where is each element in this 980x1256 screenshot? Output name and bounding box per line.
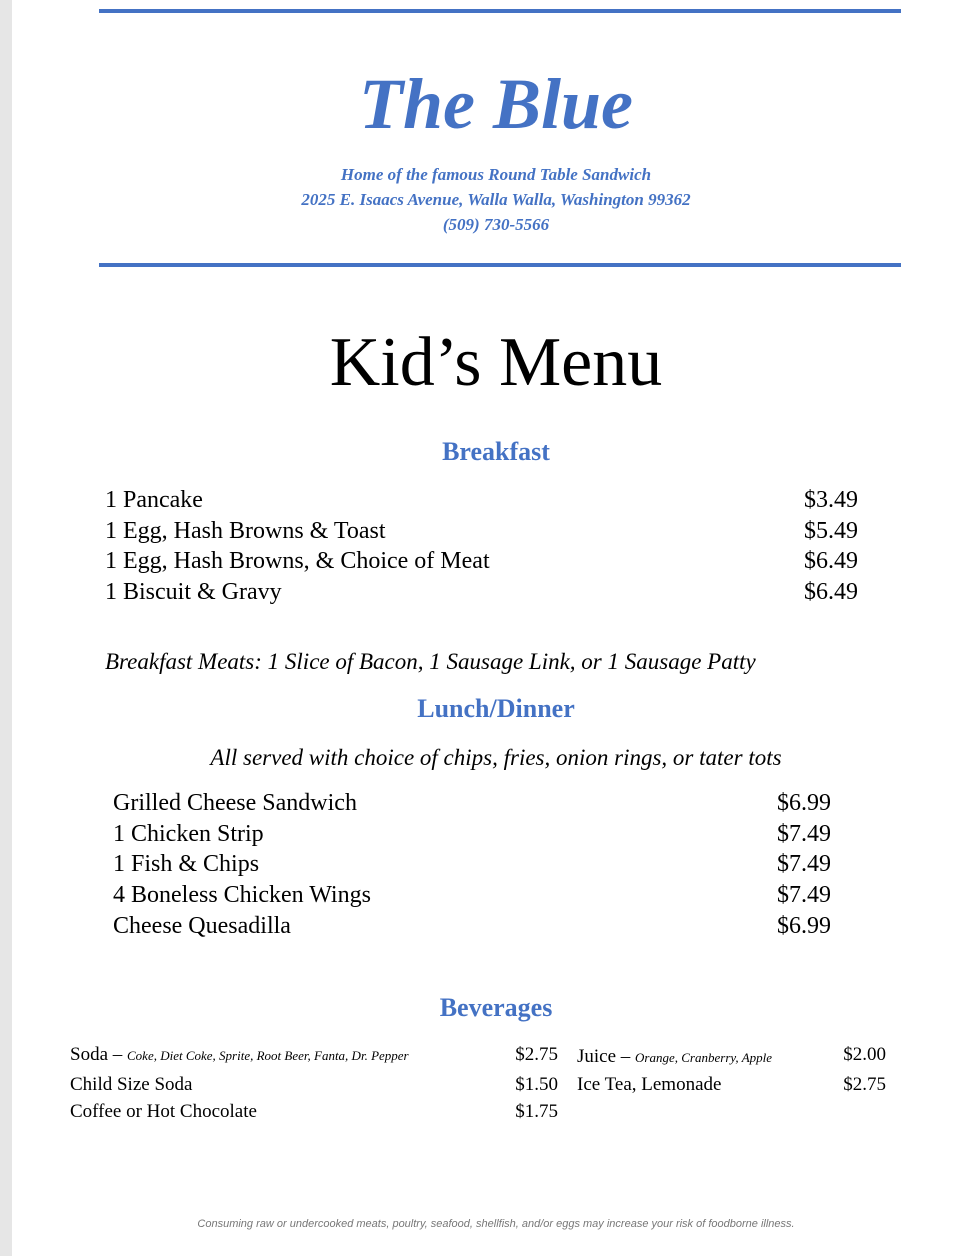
breakfast-items	[105, 485, 858, 608]
beverage-item-juice	[577, 1047, 772, 1066]
item-name: 1 Chicken Strip	[113, 820, 264, 847]
breakfast-heading: Breakfast	[442, 437, 550, 466]
beverage-price: $1.50	[515, 1074, 558, 1095]
beverage-price: $1.75	[515, 1101, 558, 1122]
list-item	[105, 516, 858, 547]
item-name: 1 Fish & Chips	[113, 851, 260, 878]
item-name: 1 Egg, Hash Browns, & Choice of Meat	[105, 548, 490, 575]
item-name: 1 Pancake	[105, 487, 203, 513]
list-item	[113, 911, 831, 942]
list-item	[113, 788, 831, 819]
item-price: $6.49	[804, 579, 858, 606]
beverage-name: Coffee or Hot Chocolate	[70, 1101, 257, 1122]
restaurant-name: The Blue	[358, 64, 633, 144]
item-price: $7.49	[777, 820, 831, 847]
list-item	[113, 849, 831, 880]
item-price: $3.49	[804, 487, 858, 513]
list-item	[105, 485, 858, 516]
beverage-item-child-soda	[70, 1075, 192, 1094]
lunch-dinner-items	[113, 788, 831, 941]
menu-title: Kid’s Menu	[329, 324, 663, 401]
restaurant-address: 2025 E. Isaacs Avenue, Walla Walla, Washington 99362	[301, 190, 691, 209]
beverages-heading: Beverages	[439, 993, 553, 1022]
item-price: $6.99	[777, 790, 831, 816]
item-name: Grilled Cheese Sandwich	[113, 790, 357, 816]
item-name: 1 Biscuit & Gravy	[105, 579, 282, 606]
beverage-detail: Orange, Cranberry, Apple	[635, 1050, 773, 1065]
breakfast-meats-note: Breakfast Meats: 1 Slice of Bacon, 1 Sausage Link, or 1 Sausage Patty	[105, 649, 756, 674]
beverage-price: $2.00	[843, 1044, 886, 1065]
restaurant-tagline: Home of the famous Round Table Sandwich	[340, 165, 652, 184]
item-price: $6.99	[777, 912, 831, 939]
item-price: $7.49	[777, 882, 831, 909]
beverage-price: $2.75	[843, 1074, 886, 1095]
header-bottom-rule	[99, 263, 901, 267]
menu-page	[12, 0, 980, 1256]
item-name: 4 Boneless Chicken Wings	[113, 882, 371, 909]
beverage-name: Ice Tea, Lemonade	[577, 1074, 722, 1095]
beverage-name: Child Size Soda	[70, 1074, 193, 1095]
lunch-dinner-sides-note: All served with choice of chips, fries, onion rings, or tater tots	[210, 745, 782, 770]
list-item	[113, 819, 831, 850]
beverage-item-soda	[70, 1045, 409, 1064]
beverage-price: $2.75	[515, 1044, 558, 1065]
item-price: $5.49	[804, 517, 858, 544]
item-name: 1 Egg, Hash Browns & Toast	[105, 517, 386, 544]
beverage-detail: Coke, Diet Coke, Sprite, Root Beer, Fanta, Dr. Pepper	[127, 1048, 409, 1063]
food-safety-disclaimer: Consuming raw or undercooked meats, poultry, seafood, shellfish, and/or eggs may increase your risk of foodborne illness.	[197, 1218, 795, 1230]
list-item	[113, 880, 831, 911]
item-price: $6.49	[804, 548, 858, 575]
beverage-name: Soda –	[70, 1044, 127, 1065]
item-name: Cheese Quesadilla	[113, 912, 291, 939]
beverage-name: Juice –	[577, 1046, 636, 1067]
list-item	[105, 577, 858, 608]
item-price: $7.49	[777, 851, 831, 878]
beverage-item-coffee	[70, 1102, 257, 1121]
lunch-dinner-heading: Lunch/Dinner	[417, 694, 575, 723]
beverage-item-ice-tea	[577, 1075, 721, 1094]
restaurant-phone: (509) 730-5566	[442, 215, 550, 234]
header-top-rule	[99, 9, 901, 13]
list-item	[105, 546, 858, 577]
